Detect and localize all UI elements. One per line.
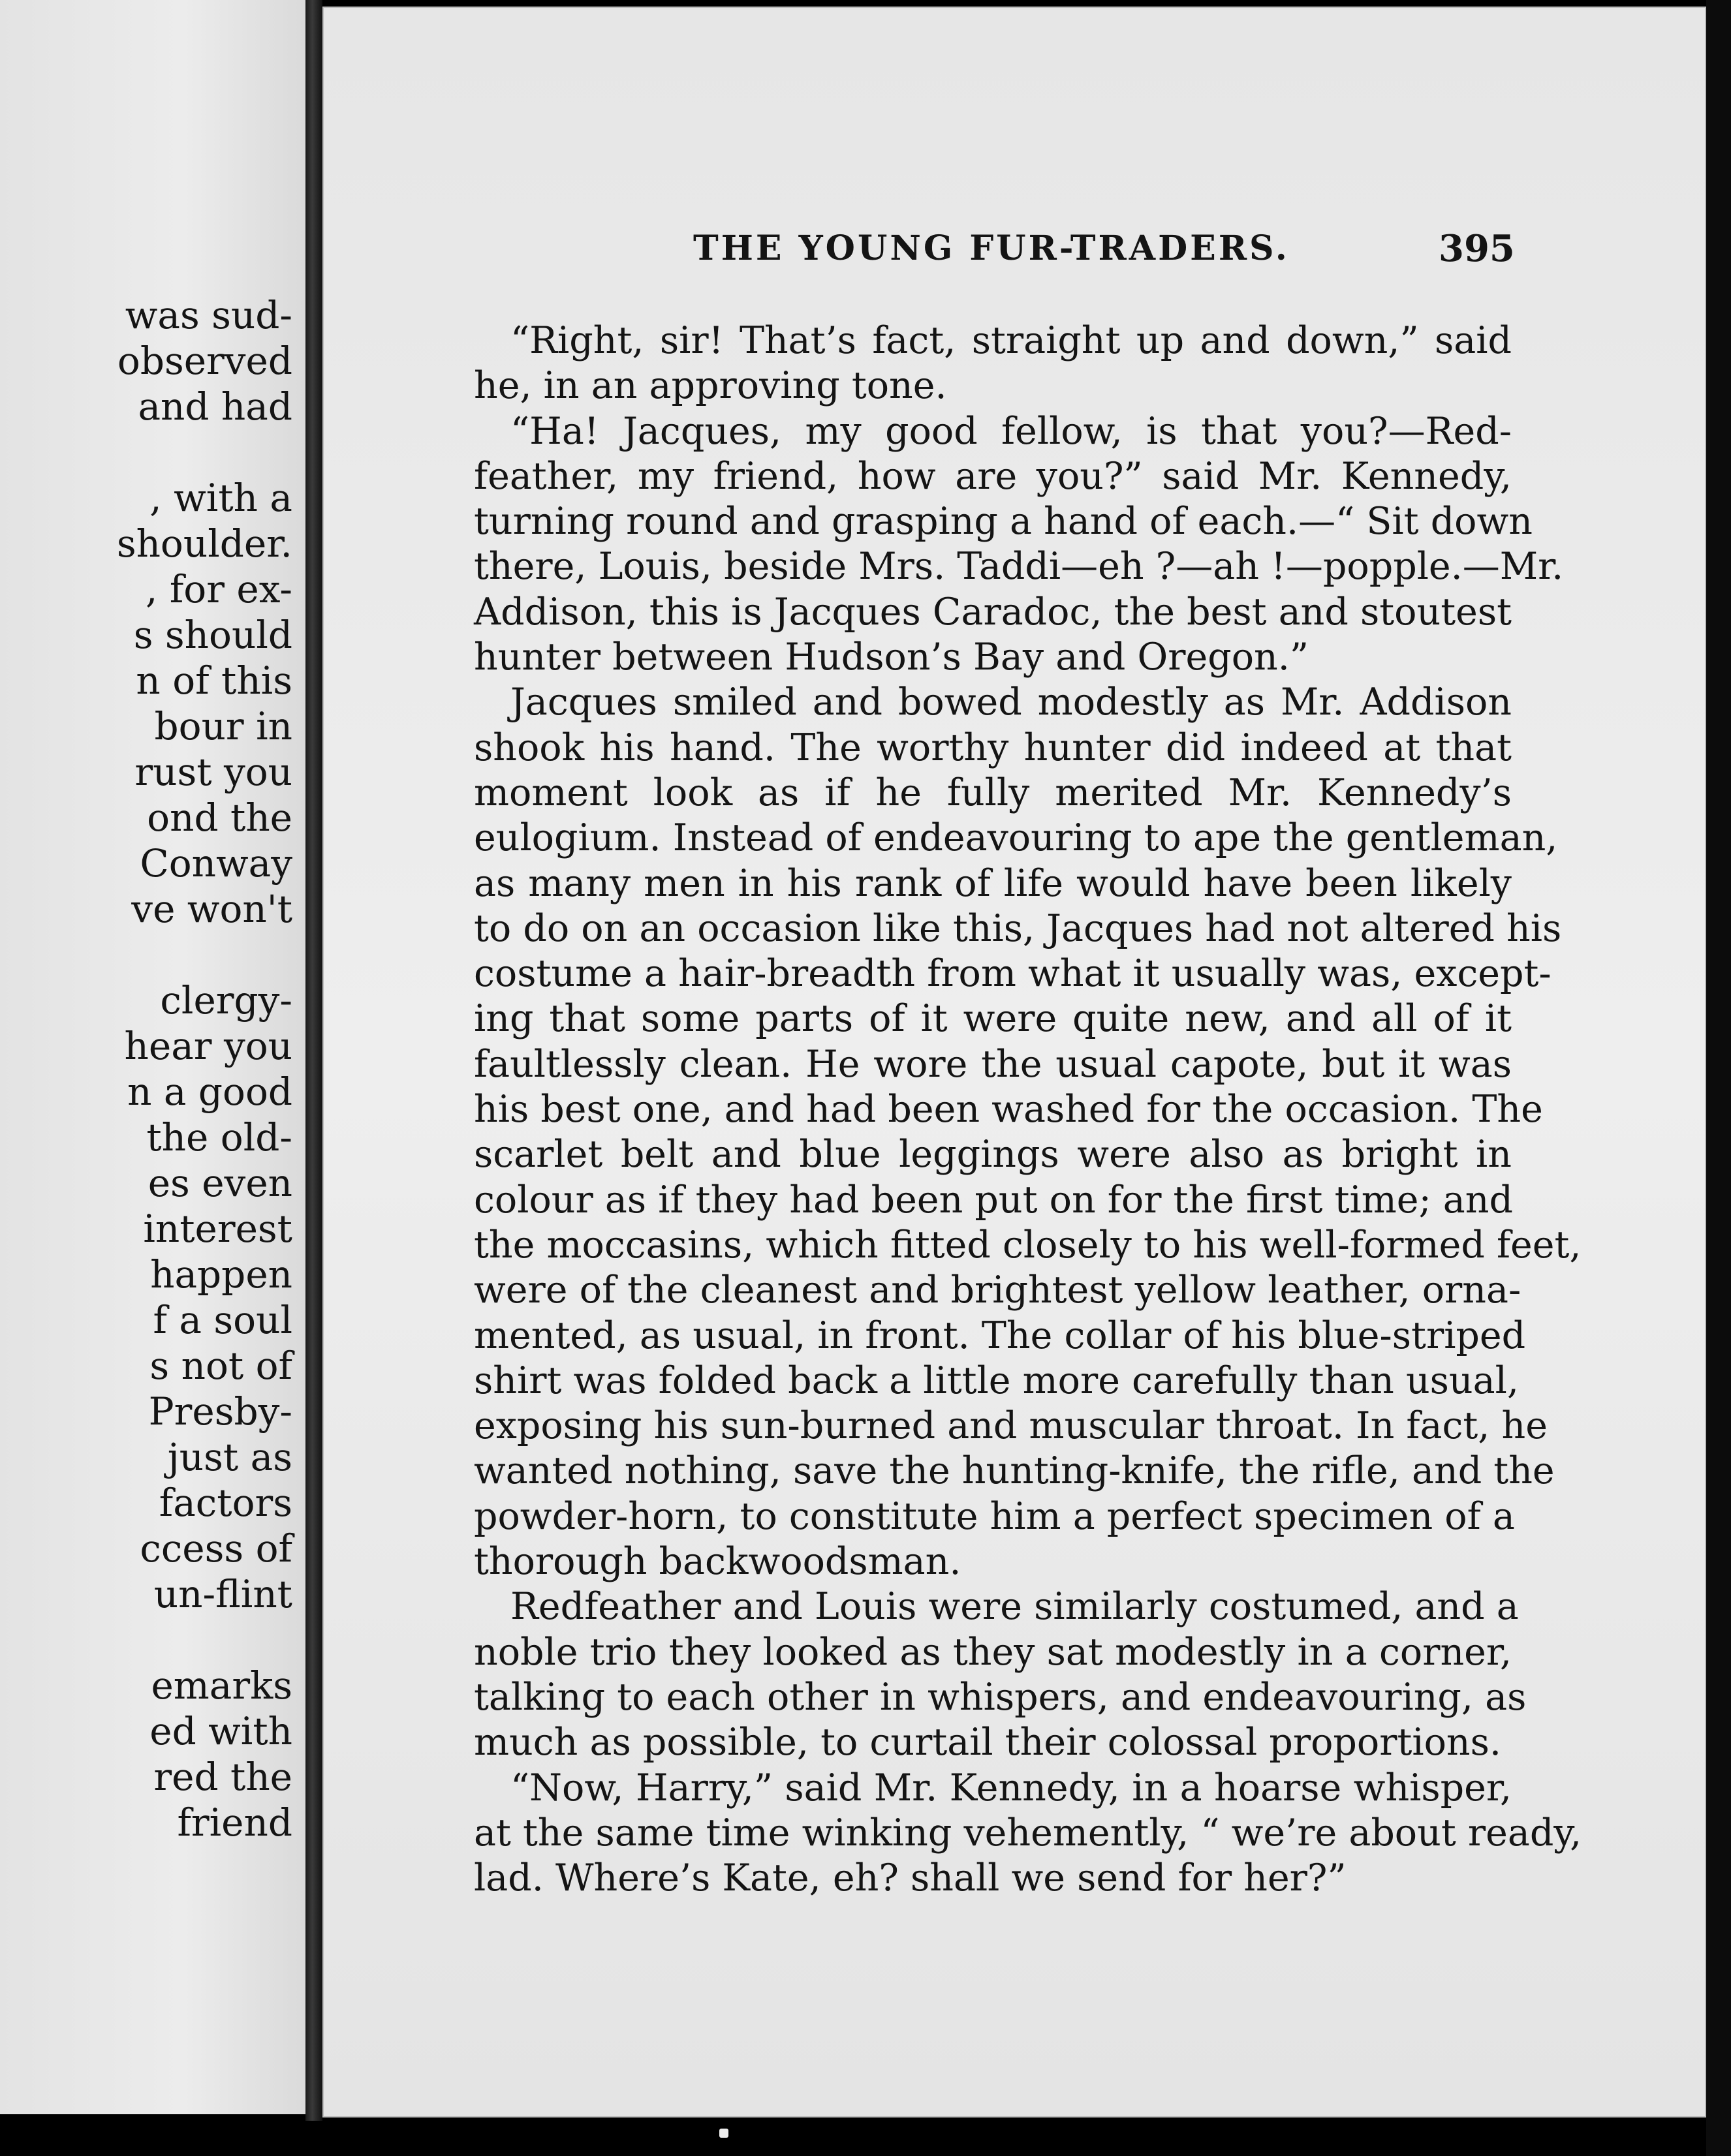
text-line: f a soul [153,1298,292,1342]
page-number: 395 [1439,227,1515,270]
text-line: was sud- [125,293,292,337]
text-line: were of the cleanest and brightest yellow leather, orna- [474,1269,1521,1312]
text-line: Addison, this is Jacques Caradoc, the best and stoutest [474,590,1512,634]
text-line: wanted nothing, save the hunting-knife, the rifle, and the [474,1449,1555,1493]
text-line: exposing his sun-burned and muscular throat. In fact, he [474,1404,1548,1448]
text-line: thorough backwoodsman. [474,1540,961,1584]
text-line: hear you [124,1024,292,1068]
text-line: ccess of [140,1526,292,1571]
book-gutter [305,0,322,2121]
text-line: ve won't [131,887,292,931]
left-page [0,0,305,2114]
text-line: happen [150,1252,292,1297]
text-line: Presby- [148,1389,292,1434]
text-line: moment look as if he fully merited Mr. Kennedy’s [474,771,1512,814]
text-line: n of this [136,658,292,703]
text-line: , for ex- [145,567,292,611]
text-line: factors [159,1481,292,1525]
text-line: n a good [127,1070,292,1114]
text-line: the moccasins, which fitted closely to his well-formed feet, [474,1223,1582,1267]
text-line: ond the [147,795,292,840]
text-line: costume a hair-breadth from what it usually was, except- [474,952,1552,996]
text-line: hunter between Hudson’s Bay and Oregon.” [474,636,1309,679]
text-line: Conway [140,841,292,886]
text-line: “Right, sir! That’s fact, straight up and down,” said [510,319,1512,362]
text-line: colour as if they had been put on for the first time; and [474,1178,1513,1222]
text-line: “Ha! Jacques, my good fellow, is that you?—Red- [510,409,1512,453]
text-line: , with a [149,476,292,520]
text-line: mented, as usual, in front. The collar of his blue-striped [474,1314,1526,1357]
text-line: red the [153,1755,292,1799]
text-line: noble trio they looked as they sat modestly in a corner, [474,1630,1512,1674]
text-line: friend [177,1800,292,1845]
text-line: observed [117,339,292,383]
text-line: un-flint [153,1572,292,1616]
text-line [117,932,292,978]
text-line: rust you [134,750,292,794]
running-head: THE YOUNG FUR-TRADERS. [693,228,1290,268]
text-line: scarlet belt and blue leggings were also as bright in [474,1133,1512,1177]
text-line: Jacques smiled and bowed modestly as Mr. Addison [510,681,1512,724]
text-line: interest [143,1207,292,1251]
text-line: much as possible, to curtail their colossal proportions. [474,1721,1501,1764]
text-line: emarks [151,1663,292,1708]
text-line: shoulder. [116,521,292,566]
text-line: eulogium. Instead of endeavouring to ape the gentleman, [474,816,1558,860]
text-line: es even [148,1161,292,1205]
text-line: Redfeather and Louis were similarly costumed, and a [510,1585,1519,1629]
text-line: as many men in his rank of life would have been likely [474,861,1512,905]
text-line: clergy- [160,978,292,1023]
text-line [117,1617,292,1663]
text-line: shirt was folded back a little more carefully than usual, [474,1359,1519,1402]
text-line: shook his hand. The worthy hunter did indeed at that [474,726,1512,769]
text-line: “Now, Harry,” said Mr. Kennedy, in a hoarse whisper, [510,1766,1512,1810]
text-line [117,429,292,475]
text-line: lad. Where’s Kate, eh? shall we send for her?” [474,1856,1347,1900]
text-line: s not of [149,1344,292,1388]
text-line: bour in [154,704,292,748]
scan-speck [719,2129,728,2138]
text-line: his best one, and had been washed for the occasion. The [474,1088,1543,1132]
text-line: turning round and grasping a hand of each.—“ Sit down [474,500,1533,544]
scan-border [1706,0,1731,2156]
text-line: the old- [146,1115,292,1160]
text-line: there, Louis, beside Mrs. Taddi—eh ?—ah !—popple.—Mr. [474,545,1564,589]
text-line: just as [167,1435,292,1479]
text-line: powder-horn, to constitute him a perfect specimen of a [474,1494,1515,1538]
text-line: feather, my friend, how are you?” said Mr. Kennedy, [474,454,1512,498]
left-page-text [117,292,292,1845]
text-line: ing that some parts of it were quite new, and all of it [474,997,1512,1041]
body-text [474,318,1582,1901]
text-line: ed with [149,1709,292,1753]
text-line: s should [133,613,292,657]
right-page [322,7,1706,2118]
text-line: and had [138,384,292,429]
text-line: at the same time winking vehemently, “ we’re about ready, [474,1811,1582,1855]
text-line: faultlessly clean. He wore the usual capote, but it was [474,1042,1512,1086]
text-line: talking to each other in whispers, and endeavouring, as [474,1675,1527,1719]
text-line: to do on an occasion like this, Jacques had not altered his [474,906,1562,950]
text-line: he, in an approving tone. [474,364,947,408]
